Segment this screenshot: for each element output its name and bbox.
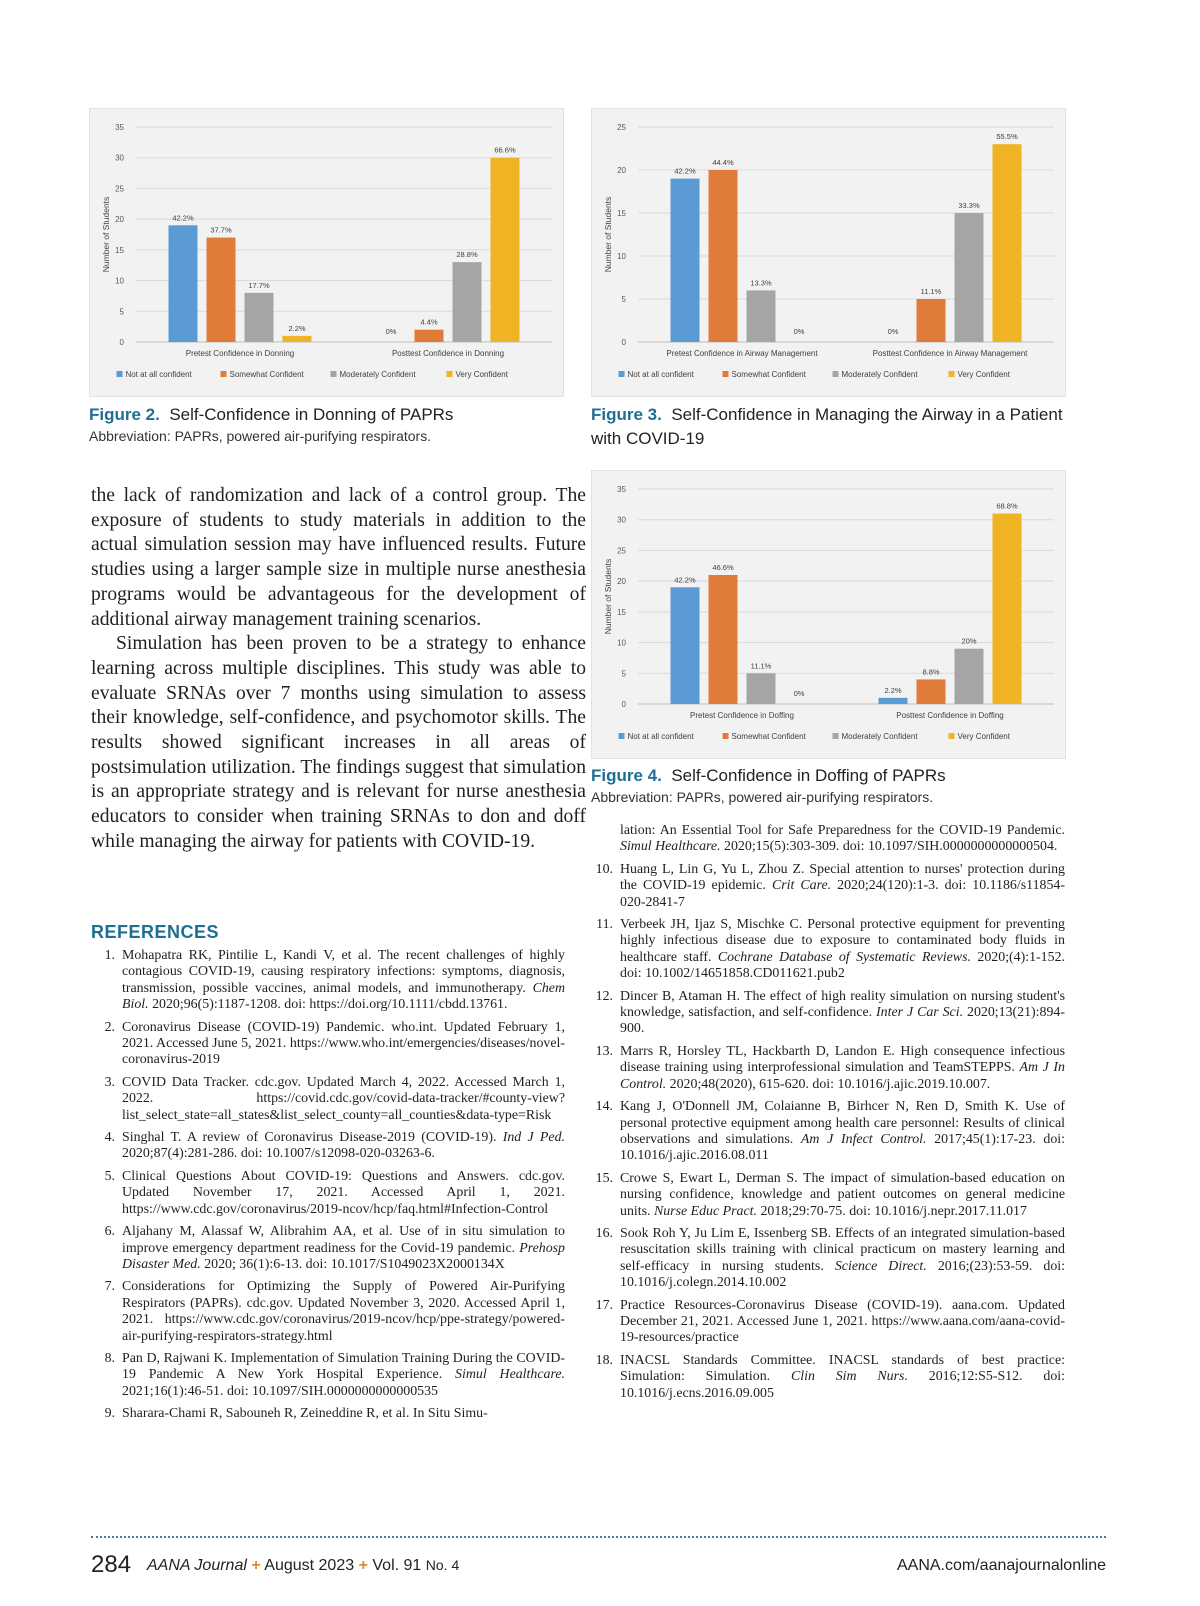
bar-zero-label: 0% (793, 689, 805, 698)
bar (709, 575, 738, 704)
body-paragraph-2: Simulation has been proven to be a strategy to enhance learning across multiple disciplines. This study was able to evaluate SRNAs over 7 months using simulation to assess their knowledge, self-confidence, and psychomotor skills. The results showed significant increases in all areas of postsimulation utilization. The findings suggest that simulation is an appropriate strategy and is relevant for nurse anesthesia educators to consider when training SRNAs to don and doff while managing the airway for patients with COVID-19. (91, 633, 586, 852)
reference-item (589, 917, 1065, 983)
legend-label: Very Confident (957, 370, 1010, 379)
body-text (91, 484, 586, 855)
reference-number: 16. (595, 1225, 613, 1241)
reference-citation: 2020;15(5):303-309. doi: 10.1097/SIH.0000000000000504. (720, 839, 1058, 855)
reference-citation: 2020;13(21):894-900. (620, 1005, 1065, 1037)
reference-item (91, 1020, 565, 1069)
figure-2-svg (90, 109, 563, 396)
y-tick-label: 10 (115, 276, 124, 286)
bar-data-label: 42.2% (674, 166, 696, 176)
bar-data-label: 8.8% (922, 667, 940, 677)
bar-zero-label: 0% (385, 327, 397, 336)
reference-number: 17. (595, 1297, 613, 1313)
y-axis-label: Number of Students (101, 196, 111, 273)
legend-label: Moderately Confident (339, 370, 416, 379)
plus-separator-1: + (251, 1557, 261, 1574)
reference-item (91, 948, 565, 1014)
bar-data-label: 33.3% (958, 201, 980, 210)
bar-data-label: 42.2% (172, 213, 194, 223)
x-category-label: Posttest Confidence in Airway Management (872, 349, 1028, 358)
reference-number: 2. (104, 1019, 115, 1035)
reference-text: COVID Data Tracker. cdc.gov. Updated March 4, 2022. Accessed March 1, 2022. https://covid.cdc.gov/covid-data-tracker/#county-view?list_select_state=all_states&list_select_county=all_counties&data-type=Risk (122, 1074, 565, 1123)
y-tick-label: 25 (115, 184, 124, 194)
bar-data-label: 11.1% (750, 661, 772, 671)
bar-data-label: 20% (961, 636, 977, 646)
reference-citation: 2018;29:70-75. doi: 10.1016/j.nepr.2017.11.017 (756, 1203, 1027, 1219)
reference-text: Marrs R, Horsley TL, Hackbarth D, Landon E. High consequence infectious disease training using interprofessional simulation and TeamSTEPPS. (620, 1043, 1065, 1076)
reference-text: Considerations for Optimizing the Supply of Powered Air-Purifying Respirators (PAPRs). cdc.gov. Updated November 3, 2020. Accessed April 1, 2021. https://www.cdc.gov/coronavirus/2019-ncov/hcp/ppe-strategy/powered-air-purifying-respirators-strategy.html (122, 1279, 565, 1344)
reference-citation: 2021;16(1):46-51. doi: 10.1097/SIH.0000000000000535 (122, 1383, 439, 1399)
bar-data-label: 11.1% (920, 287, 942, 296)
reference-item (589, 1044, 1065, 1093)
reference-number: 7. (104, 1279, 115, 1295)
legend-label: Not at all confident (627, 732, 694, 741)
y-tick-label: 15 (115, 245, 124, 255)
legend-label: Not at all confident (125, 370, 192, 379)
bar-data-label: 28.8% (456, 250, 478, 260)
figure-3-title: Self-Confidence in Managing the Airway in a Patient with COVID-19 (591, 405, 1063, 448)
reference-number: 12. (595, 988, 613, 1004)
legend-label: Somewhat Confident (731, 732, 806, 741)
bar (955, 213, 984, 342)
figure-2-chart (89, 108, 564, 397)
figure-2-abbreviation: Abbreviation: PAPRs, powered air-purifying respirators. (89, 428, 432, 444)
reference-item (91, 1075, 565, 1124)
journal-url: AANA.com/aanajournalonline (896, 1557, 1106, 1574)
y-axis-label: Number of Students (603, 558, 613, 635)
legend-swatch (117, 371, 123, 377)
bar (993, 514, 1022, 704)
bar (415, 330, 444, 342)
reference-text: Pan D, Rajwani K. Implementation of Simulation Training During the COVID-19 Pandemic A New York Hospital Experience. (122, 1350, 565, 1383)
bar-data-label: 13.3% (750, 278, 772, 288)
reference-text: Dincer B, Ataman H. The effect of high reality simulation on nursing student's knowledge, satisfaction, and self-confidence. (620, 988, 1065, 1021)
bar (747, 290, 776, 342)
bar (169, 225, 198, 342)
legend-label: Very Confident (957, 732, 1010, 741)
bar-data-label: 4.4% (420, 317, 438, 327)
reference-journal: Simul Healthcare. (620, 839, 721, 855)
bar (709, 170, 738, 342)
reference-journal: Cochrane Database of Systematic Reviews. (717, 949, 971, 965)
figure-2-label: Figure 2. (89, 405, 160, 424)
figure-4-label: Figure 4. (591, 766, 662, 785)
reference-text: lation: An Essential Tool for Safe Preparedness for the COVID-19 Pandemic. (620, 823, 1065, 838)
legend-swatch (619, 371, 625, 377)
bar-data-label: 37.7% (210, 225, 232, 235)
reference-item (589, 1298, 1065, 1347)
reference-journal: Prehosp Disaster Med. (122, 1240, 565, 1272)
figure-2-caption (89, 403, 569, 446)
reference-text: Huang L, Lin G, Yu L, Zhou Z. Special attention to nurses' protection during the COVID-19 epidemic. (620, 861, 1065, 894)
y-tick-label: 25 (617, 123, 626, 132)
reference-number: 4. (104, 1130, 115, 1146)
legend-swatch (447, 371, 453, 377)
reference-citation: 2020;24(120):1-3. doi: 10.1186/s11854-020-2841-7 (620, 878, 1065, 910)
reference-number: 15. (595, 1170, 613, 1186)
bar (747, 673, 776, 704)
body-paragraph-1: the lack of randomization and lack of a control group. The exposure of students to study materials in addition to the actual simulation session may have influenced results. Future studies using a larger sample size in multiple nurse anesthesia programs would be advantageous for the development of additional airway management training scenarios. (91, 485, 586, 630)
legend-swatch (833, 733, 839, 739)
reference-text: Singhal T. A review of Coronavirus Disease-2019 (COVID-19). (122, 1130, 503, 1146)
bar-data-label: 44.4% (712, 158, 734, 167)
reference-number: 9. (104, 1406, 115, 1422)
bar (207, 238, 236, 342)
y-tick-label: 20 (617, 577, 626, 587)
bar-zero-label: 0% (887, 327, 899, 336)
reference-number: 3. (104, 1074, 115, 1090)
bar-data-label: 46.6% (712, 563, 734, 572)
y-tick-label: 5 (621, 295, 626, 304)
y-tick-label: 5 (119, 307, 124, 317)
bar (917, 679, 946, 704)
reference-journal: Simul Healthcare. (455, 1367, 565, 1383)
journal-name: AANA Journal (147, 1557, 247, 1574)
legend-label: Moderately Confident (841, 732, 918, 741)
journal-info (147, 1557, 459, 1575)
x-category-label: Pretest Confidence in Donning (185, 349, 295, 358)
figure-2-title: Self-Confidence in Donning of PAPRs (169, 405, 454, 424)
page-number: 284 (91, 1551, 132, 1578)
footer-divider (91, 1536, 1106, 1538)
reference-journal: Science Direct. (834, 1258, 927, 1274)
y-tick-label: 30 (115, 153, 124, 163)
figure-4-caption (591, 764, 1071, 807)
y-tick-label: 0 (119, 338, 124, 347)
reference-journal: Inter J Car Sci. (876, 1005, 964, 1021)
reference-journal: Am J Infect Control. (800, 1131, 927, 1147)
legend-swatch (949, 733, 955, 739)
reference-journal: Ind J Ped. (502, 1130, 566, 1146)
reference-citation: 2017;45(1):17-23. doi: 10.1016/j.ajic.2016.08.011 (620, 1131, 1065, 1164)
volume: Vol. 91 (372, 1557, 422, 1574)
legend-label: Somewhat Confident (229, 370, 304, 379)
reference-item (91, 1169, 565, 1218)
x-category-label: Pretest Confidence in Airway Management (666, 349, 818, 358)
reference-text: Verbeek JH, Ijaz S, Mischke C. Personal protective equipment for preventing highly infectious disease due to exposure to contaminated body fluids in healthcare staff. (620, 917, 1065, 965)
reference-text: Crowe S, Ewart L, Derman S. The impact of simulation-based education on nursing confidence, knowledge and patient outcomes on general medicine units. (620, 1170, 1065, 1219)
y-axis-label: Number of Students (603, 196, 613, 273)
legend-label: Somewhat Confident (731, 370, 806, 379)
bar (879, 698, 908, 704)
x-category-label: Posttest Confidence in Donning (391, 349, 505, 358)
figure-4-abbreviation: Abbreviation: PAPRs, powered air-purifying respirators. (591, 789, 934, 805)
reference-citation: 2016;(23):53-59. doi: 10.1016/j.colegn.2014.10.002 (620, 1258, 1066, 1291)
reference-number: 18. (595, 1352, 613, 1368)
legend-swatch (331, 371, 337, 377)
y-tick-label: 10 (617, 638, 626, 648)
bar (917, 299, 946, 342)
bar (453, 262, 482, 342)
reference-item (91, 1130, 565, 1163)
bar (283, 336, 312, 342)
bar (671, 587, 700, 704)
bar (993, 144, 1022, 342)
reference-journal: Crit Care. (771, 878, 832, 894)
bar-data-label: 2.2% (288, 323, 306, 333)
reference-number: 10. (595, 861, 613, 877)
figure-3-caption (591, 403, 1071, 451)
reference-citation: 2020;(4):1-152. doi: 10.1002/14651858.CD011621.pub2 (620, 949, 1065, 982)
legend-swatch (833, 371, 839, 377)
reference-citation: 2020;48(2020), 615-620. doi: 10.1016/j.ajic.2019.10.007. (666, 1076, 991, 1092)
reference-item (91, 1351, 565, 1400)
y-tick-label: 25 (617, 546, 626, 556)
figure-3-svg (592, 109, 1065, 396)
reference-item (91, 1406, 565, 1422)
reference-journal: Chem Biol. (122, 980, 565, 1013)
reference-text: Aljahany M, Alassaf W, Alibrahim AA, et al. Use of in situ simulation to improve emergency department readiness for the Covid-19 pandemic. (122, 1224, 565, 1256)
reference-citation: 2020;96(5):1187-1208. doi: https://doi.org/10.1111/cbdd.13761. (148, 997, 508, 1013)
y-tick-label: 35 (617, 485, 626, 494)
references-left-column (91, 948, 565, 1429)
legend-swatch (723, 733, 729, 739)
y-tick-label: 0 (621, 338, 626, 347)
reference-item (589, 862, 1065, 911)
bar (491, 158, 520, 342)
reference-number: 14. (595, 1099, 613, 1115)
figure-4-svg (592, 471, 1065, 758)
bar-data-label: 2.2% (884, 685, 902, 695)
reference-text: Sharara-Chami R, Sabouneh R, Zeineddine R, et al. In Situ Simu- (122, 1406, 488, 1422)
bar-data-label: 17.7% (248, 280, 270, 290)
reference-item (91, 1279, 565, 1345)
figure-3-label: Figure 3. (591, 405, 662, 424)
legend-label: Very Confident (455, 370, 508, 379)
reference-citation: 2016;12:S5-S12. doi: 10.1016/j.ecns.2016.09.005 (620, 1369, 1065, 1401)
figure-4-title: Self-Confidence in Doffing of PAPRs (671, 766, 946, 785)
references-right-column (589, 823, 1065, 1408)
reference-text: Coronavirus Disease (COVID-19) Pandemic. who.int. Updated February 1, 2021. Accessed June 5, 2021. https://www.who.int/emergencies/diseases/novel-coronavirus-2019 (122, 1019, 565, 1068)
reference-text: INACSL Standards Committee. INACSL standards of best practice: Simulation: Simulation. (620, 1352, 1065, 1385)
legend-label: Not at all confident (627, 370, 694, 379)
reference-journal: Clin Sim Nurs. (790, 1369, 908, 1385)
references-heading: REFERENCES (91, 922, 220, 942)
reference-citation: 2020; 36(1):6-13. doi: 10.1017/S1049023X2000134X (200, 1256, 505, 1272)
reference-text: Kang J, O'Donnell JM, Colaianne B, Birhcer N, Ren D, Smith K. Use of personal protective equipment among health care personnel: Results of clinical observations and simulations. (620, 1099, 1065, 1147)
reference-item (589, 1099, 1065, 1165)
reference-number: 8. (104, 1350, 115, 1366)
reference-item (589, 1353, 1065, 1402)
reference-number: 11. (596, 917, 613, 933)
legend-swatch (949, 371, 955, 377)
figure-4-chart (591, 470, 1066, 759)
y-tick-label: 10 (617, 252, 626, 261)
reference-item (589, 1226, 1065, 1292)
reference-number: 1. (104, 948, 115, 963)
issue-date: August 2023 (264, 1557, 355, 1574)
reference-item (589, 823, 1065, 856)
legend-label: Moderately Confident (841, 370, 918, 379)
y-tick-label: 30 (617, 515, 626, 525)
bar-data-label: 68.8% (996, 501, 1018, 511)
x-category-label: Posttest Confidence in Doffing (896, 711, 1004, 720)
bar (245, 293, 274, 342)
y-tick-label: 15 (617, 209, 626, 218)
reference-text: Clinical Questions About COVID-19: Questions and Answers. cdc.gov. Updated November 17, 2021. Accessed April 1, 2021. https://www.cdc.gov/coronavirus/2019-ncov/hcp/faq.html#Infection-Control (122, 1168, 565, 1217)
legend-swatch (723, 371, 729, 377)
reference-journal: Nurse Educ Pract. (653, 1203, 757, 1219)
bar-data-label: 42.2% (674, 575, 696, 585)
reference-item (589, 989, 1065, 1038)
bar-data-label: 55.5% (996, 132, 1018, 142)
bar (671, 179, 700, 342)
reference-citation: 2020;87(4):281-286. doi: 10.1007/s12098-020-03263-6. (122, 1146, 435, 1162)
reference-number: 6. (104, 1224, 115, 1240)
x-category-label: Pretest Confidence in Doffing (690, 711, 794, 720)
y-tick-label: 35 (115, 123, 124, 132)
plus-separator-2: + (358, 1557, 368, 1574)
reference-item (91, 1224, 565, 1273)
y-tick-label: 5 (621, 669, 626, 679)
figure-3-chart (591, 108, 1066, 397)
y-tick-label: 20 (115, 215, 124, 225)
reference-number: 5. (104, 1168, 115, 1184)
reference-text: Practice Resources-Coronavirus Disease (COVID-19). aana.com. Updated December 21, 2021. Accessed June 1, 2021. https://www.aana.com/aana-covid-19-resources/practice (620, 1297, 1065, 1346)
legend-swatch (619, 733, 625, 739)
issue-number: No. 4 (425, 1557, 460, 1573)
reference-number: 13. (595, 1043, 613, 1059)
y-tick-label: 0 (621, 700, 626, 709)
page-footer (91, 1551, 1106, 1587)
y-tick-label: 15 (617, 607, 626, 617)
bar-data-label: 66.6% (494, 145, 516, 155)
reference-text: Sook Roh Y, Ju Lim E, Issenberg SB. Effects of an integrated simulation-based resuscitation skills training with clinical practicum on mastery learning and self-efficacy in nursing students. (620, 1225, 1065, 1274)
reference-journal: Am J In Control. (620, 1060, 1065, 1092)
reference-text: Mohapatra RK, Pintilie L, Kandi V, et al. The recent challenges of highly contagious COVID-19, causing respiratory infections: symptoms, diagnosis, transmission, possible vaccines, animal models, and immunotherapy. (122, 948, 565, 996)
bar (955, 649, 984, 704)
y-tick-label: 20 (617, 166, 626, 175)
legend-swatch (221, 371, 227, 377)
reference-item (589, 1171, 1065, 1220)
bar-zero-label: 0% (793, 327, 805, 336)
